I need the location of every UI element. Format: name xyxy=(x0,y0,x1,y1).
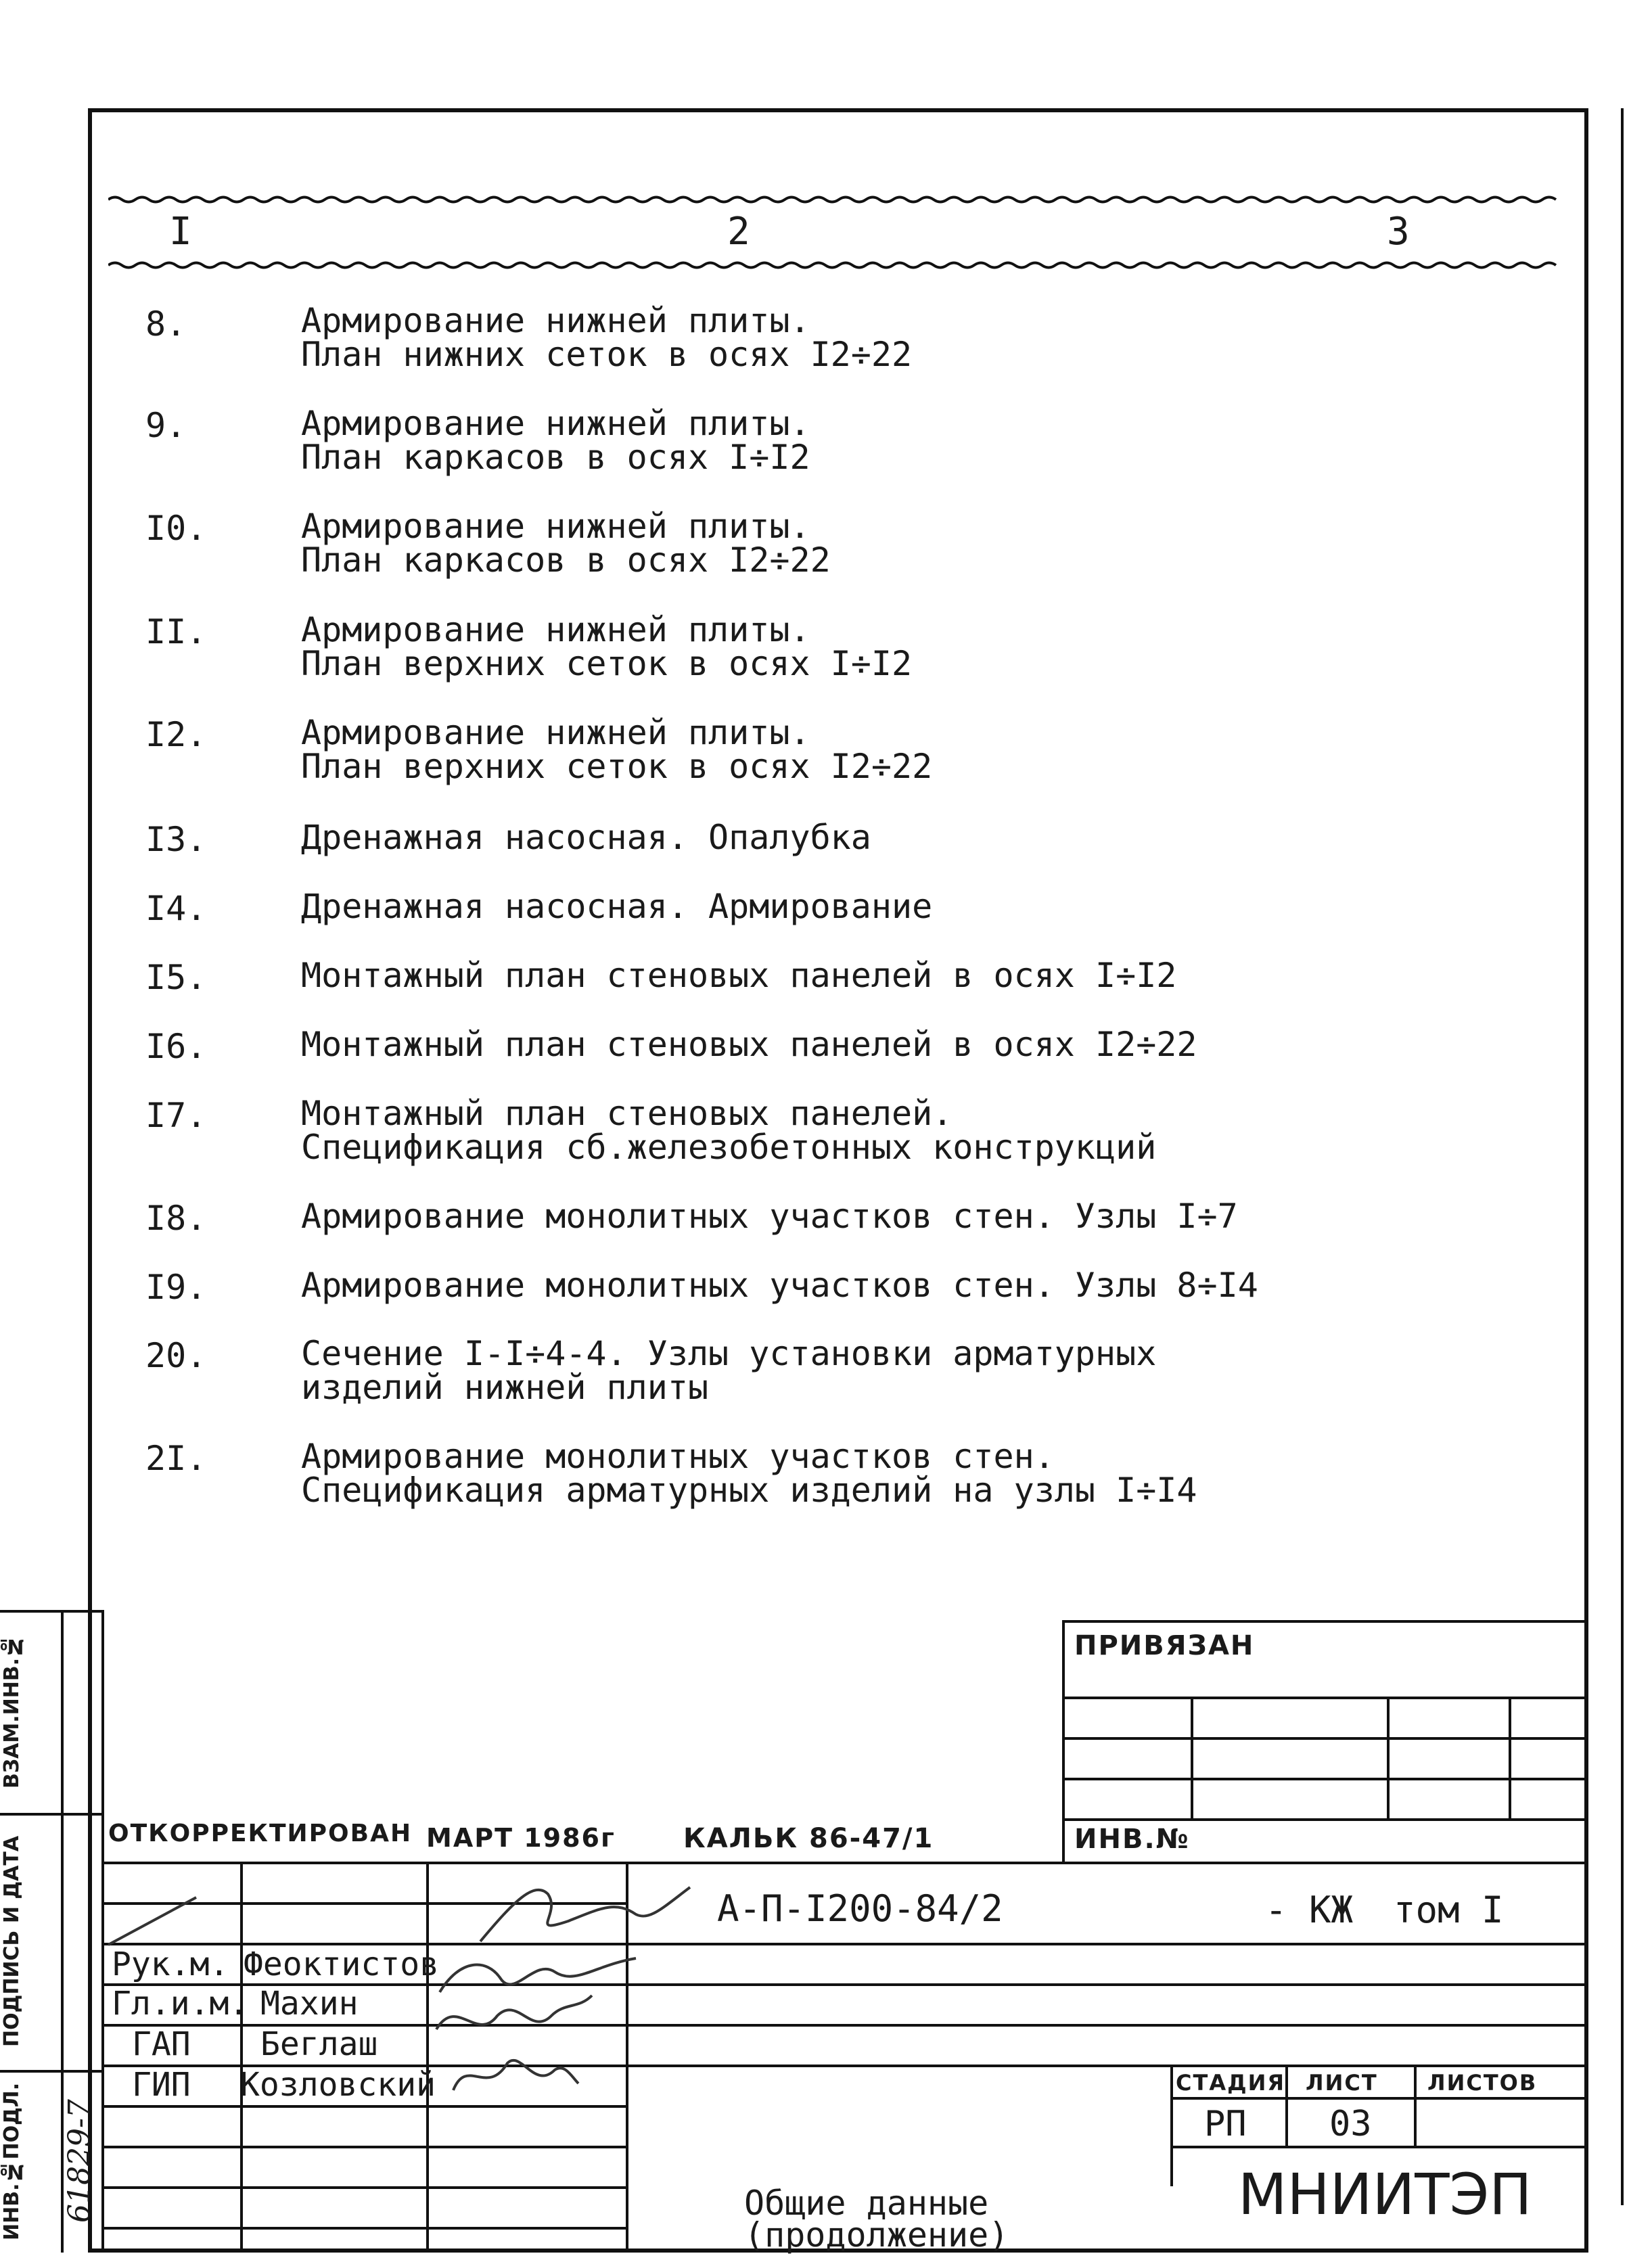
item-number: I2. xyxy=(145,715,207,754)
correction-stroke xyxy=(101,1894,203,1948)
signature-date-label: ПОДПИСЬ И ДАТА xyxy=(0,1835,24,2048)
column-header-2: 2 xyxy=(727,210,750,254)
volume-label: том I xyxy=(1394,1889,1504,1931)
signature-kozlovsky xyxy=(446,2043,582,2104)
role-name: Беглаш xyxy=(260,2025,378,2063)
role-name: Махин xyxy=(260,1985,359,2023)
item-line: Армирование нижней плиты. xyxy=(301,301,810,340)
corrected-date: МАРТ 1986г xyxy=(426,1823,616,1853)
item-line: Армирование монолитных участков стен. Узлы I÷7 xyxy=(301,1197,1238,1236)
document-mark: - КЖ xyxy=(1265,1889,1354,1931)
item-line: План нижних сеток в осях I2÷22 xyxy=(301,335,913,374)
inv-number-label: ИНВ.№ xyxy=(1074,1824,1190,1855)
binding-stamp-title: ПРИВЯЗАН xyxy=(1074,1630,1255,1661)
item-line: Армирование нижней плиты. xyxy=(301,713,810,752)
item-number: I5. xyxy=(145,958,207,997)
column-header-1: I xyxy=(169,210,192,254)
inv-podl-label: ИНВ.№ПОДЛ. xyxy=(0,2082,24,2240)
item-number: 2I. xyxy=(145,1439,207,1478)
item-line: План каркасов в осях I2÷22 xyxy=(301,540,831,580)
item-line: Спецификация сб.железобетонных конструкций xyxy=(301,1128,1157,1167)
role-label: ГИП xyxy=(132,2066,191,2104)
item-number: I7. xyxy=(145,1096,207,1135)
role-label: ГАП xyxy=(132,2025,191,2063)
item-line: Сечение I-I÷4-4. Узлы установки арматурных xyxy=(301,1334,1157,1373)
sheet-title-line2: (продолжение) xyxy=(744,2215,1009,2255)
header-rule-bottom xyxy=(108,260,1563,270)
role-label: Гл.и.м. xyxy=(112,1985,249,2023)
item-line: Армирование монолитных участков стен. xyxy=(301,1437,1055,1476)
inv-podl-value: 61829-7 xyxy=(62,2099,97,2223)
item-line: Армирование нижней плиты. xyxy=(301,404,810,443)
header-rule-top xyxy=(108,195,1563,204)
item-number: I3. xyxy=(145,820,207,859)
organization-name: МНИИТЭП xyxy=(1238,2161,1532,2228)
item-number: I0. xyxy=(145,509,207,548)
item-line: Монтажный план стеновых панелей в осях I÷I2 xyxy=(301,956,1177,995)
item-line: Армирование монолитных участков стен. Узлы 8÷I4 xyxy=(301,1266,1258,1305)
item-number: I6. xyxy=(145,1027,207,1066)
signature-feoktistov xyxy=(474,1874,697,1955)
sheet-title-line1: Общие данные xyxy=(744,2184,989,2223)
item-line: План верхних сеток в осях I2÷22 xyxy=(301,747,933,786)
role-name: Феоктистов xyxy=(244,1945,439,1983)
item-line: План верхних сеток в осях I÷I2 xyxy=(301,644,913,683)
item-line: Монтажный план стеновых панелей. xyxy=(301,1094,953,1133)
item-line: изделий нижней плиты xyxy=(301,1368,709,1407)
item-line: Спецификация арматурных изделий на узлы I÷I4 xyxy=(301,1471,1197,1510)
role-name: Козловский xyxy=(240,2066,436,2104)
document-code: А-П-I200-84/2 xyxy=(717,1887,1003,1930)
item-number: I9. xyxy=(145,1268,207,1307)
corrected-stamp: ОТКОРРЕКТИРОВАН xyxy=(108,1820,413,1847)
item-number: 9. xyxy=(145,406,187,445)
item-number: II. xyxy=(145,612,207,651)
kalk-number: КАЛЬК 86-47/1 xyxy=(683,1823,934,1854)
item-line: Армирование нижней плиты. xyxy=(301,507,810,546)
sheets-label: ЛИСТОВ xyxy=(1427,2070,1538,2096)
item-line: План каркасов в осях I÷I2 xyxy=(301,438,810,477)
item-number: 8. xyxy=(145,304,187,344)
item-line: Армирование нижней плиты. xyxy=(301,610,810,649)
right-edge-line xyxy=(1621,108,1624,2205)
item-number: 20. xyxy=(145,1336,207,1375)
item-number: I4. xyxy=(145,889,207,928)
item-number: I8. xyxy=(145,1199,207,1238)
sheet-value: 03 xyxy=(1329,2104,1372,2144)
column-header-3: 3 xyxy=(1387,210,1410,254)
item-line: Монтажный план стеновых панелей в осях I2÷22 xyxy=(301,1025,1197,1064)
signature-beglash xyxy=(430,1989,599,2050)
item-line: Дренажная насосная. Армирование xyxy=(301,887,933,926)
role-label: Рук.м. xyxy=(112,1945,229,1983)
stage-value: РП xyxy=(1204,2104,1247,2144)
item-line: Дренажная насосная. Опалубка xyxy=(301,818,871,857)
stage-label: СТАДИЯ xyxy=(1176,2070,1285,2096)
vzam-inv-label: ВЗАМ.ИНВ.№ xyxy=(0,1634,24,1789)
sheet-label: ЛИСТ xyxy=(1306,2070,1378,2096)
